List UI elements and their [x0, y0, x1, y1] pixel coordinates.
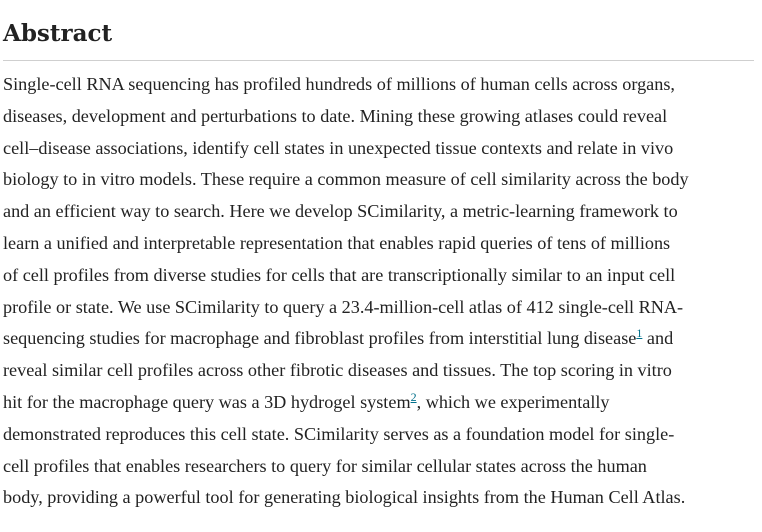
abstract-line: body, providing a powerful tool for generating biological insights from the Human Cell Atlas.	[3, 487, 686, 508]
abstract-line: profile or state. We use SCimilarity to query a 23.4-million-cell atlas of 412 single-cell RNA-	[3, 296, 684, 317]
abstract-line: reveal similar cell profiles across other fibrotic diseases and tissues. The top scoring in vitro	[3, 360, 672, 381]
abstract-line: cell profiles that enables researchers to query for similar cellular states across the human	[3, 455, 647, 476]
abstract-line	[3, 323, 757, 355]
line-text: and	[642, 328, 674, 349]
line-text: , which we experimentally	[416, 391, 610, 412]
abstract-line: biology to in vitro models. These require a common measure of cell similarity across the body	[3, 169, 689, 190]
abstract-line: demonstrated reproduces this cell state. SCimilarity serves as a foundation model for single-	[3, 423, 675, 444]
abstract-heading: Abstract	[3, 20, 113, 47]
abstract-section	[3, 0, 757, 514]
abstract-line: cell–disease associations, identify cell states in unexpected tissue contexts and relate in vivo	[3, 137, 674, 158]
line-text: sequencing studies for macrophage and fibroblast profiles from interstitial lung disease	[3, 328, 637, 349]
abstract-body	[3, 69, 757, 514]
heading-divider	[3, 60, 754, 61]
abstract-line: Single-cell RNA sequencing has profiled hundreds of millions of human cells across organs,	[3, 74, 675, 94]
abstract-line: learn a unified and interpretable representation that enables rapid queries of tens of millions	[3, 232, 671, 253]
abstract-line: diseases, development and perturbations to date. Mining these growing atlases could reveal	[3, 105, 668, 126]
reference-link-1[interactable]: 1	[636, 326, 643, 341]
abstract-line: of cell profiles from diverse studies for cells that are transcriptionally similar to an input cell	[3, 264, 676, 285]
abstract-line	[3, 387, 757, 419]
line-text: hit for the macrophage query was a 3D hydrogel system	[3, 391, 411, 412]
reference-link-2[interactable]: 2	[410, 389, 417, 404]
abstract-line: and an efficient way to search. Here we develop SCimilarity, a metric-learning framework to	[3, 201, 678, 222]
